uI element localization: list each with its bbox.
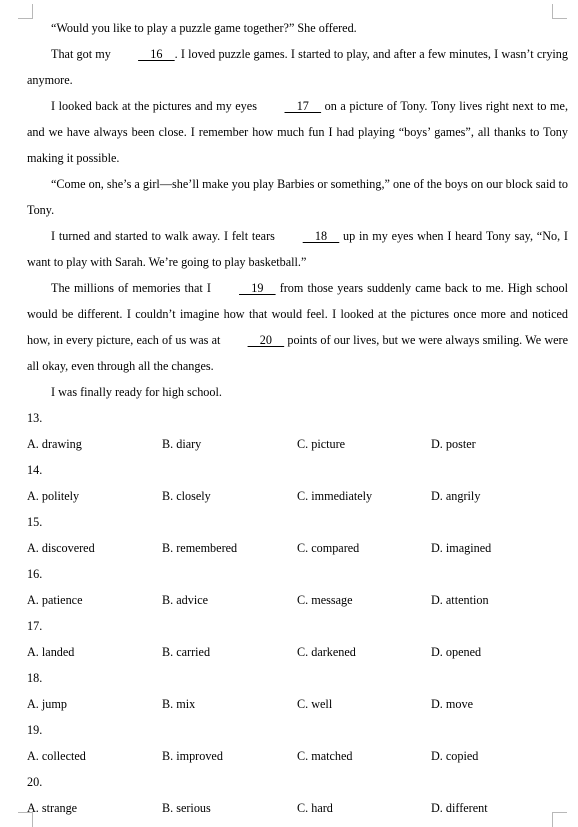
answer-option: D. different (431, 801, 488, 815)
answer-option: D. attention (431, 593, 489, 607)
question-number: 18. (27, 671, 43, 685)
answer-option: C. picture (297, 437, 346, 451)
answer-option: B. mix (162, 697, 196, 711)
option-row (27, 431, 568, 457)
question-number: 16. (27, 567, 43, 581)
answer-option: D. copied (431, 749, 479, 763)
question-item (27, 561, 568, 613)
passage-paragraph: I looked back at the pictures and my eyes 17 on a picture of Tony. Tony lives right next to me, and we have always been close. I remember how much fun I had playing “boys’ games”, all thanks to Tony making it possible. (27, 93, 568, 171)
question-item (27, 717, 568, 769)
answer-blank: 19 (239, 281, 276, 295)
option-row (27, 743, 568, 769)
option-row (27, 639, 568, 665)
answer-option: C. immediately (297, 489, 373, 503)
answer-option: C. message (297, 593, 353, 607)
option-row (27, 535, 568, 561)
passage-paragraph: The millions of memories that I 19 from those years suddenly came back to me. High school would be different. I couldn’t imagine how that would feel. I looked at the pictures once more and noticed how, in every picture, each of us was at 20 points of our lives, but we were always smiling. We were all okay, even through all the changes. (27, 275, 568, 379)
answer-option: A. landed (27, 645, 75, 659)
answer-option: D. move (431, 697, 473, 711)
option-row (27, 691, 568, 717)
answer-option: B. improved (162, 749, 223, 763)
answer-option: C. well (297, 697, 333, 711)
answer-option: A. jump (27, 697, 67, 711)
answer-option: D. angrily (431, 489, 481, 503)
passage-paragraph: That got my 16 . I loved puzzle games. I started to play, and after a few minutes, I wasn’t crying anymore. (27, 41, 568, 93)
passage-paragraph: “Would you like to play a puzzle game together?” She offered. (51, 21, 357, 35)
passage-paragraph: I turned and started to walk away. I felt tears 18 up in my eyes when I heard Tony say, “No, I want to play with Sarah. We’re going to play basketball.” (27, 223, 568, 275)
answer-option: D. poster (431, 437, 476, 451)
question-item (27, 405, 568, 457)
question-list (27, 405, 568, 821)
question-number: 14. (27, 463, 43, 477)
question-item (27, 665, 568, 717)
answer-option: B. diary (162, 437, 202, 451)
passage-paragraph: I was finally ready for high school. (51, 385, 222, 399)
question-number: 20. (27, 775, 43, 789)
document-page (27, 15, 568, 821)
answer-option: B. serious (162, 801, 211, 815)
question-number: 19. (27, 723, 43, 737)
answer-option: D. imagined (431, 541, 492, 555)
option-row (27, 483, 568, 509)
question-number: 13. (27, 411, 43, 425)
answer-option: A. drawing (27, 437, 82, 451)
answer-option: B. remembered (162, 541, 238, 555)
answer-option: A. politely (27, 489, 80, 503)
option-row (27, 795, 568, 821)
question-item (27, 509, 568, 561)
answer-blank: 20 (247, 333, 285, 347)
answer-option: B. advice (162, 593, 209, 607)
answer-option: C. matched (297, 749, 353, 763)
answer-option: A. discovered (27, 541, 95, 555)
question-item (27, 613, 568, 665)
answer-option: B. carried (162, 645, 211, 659)
answer-option: A. collected (27, 749, 86, 763)
question-item (27, 457, 568, 509)
answer-blank: 18 (302, 229, 340, 243)
question-item (27, 769, 568, 821)
question-number: 15. (27, 515, 43, 529)
answer-option: A. patience (27, 593, 83, 607)
answer-option: C. compared (297, 541, 360, 555)
answer-blank: 17 (284, 99, 322, 113)
answer-option: C. darkened (297, 645, 356, 659)
answer-option: A. strange (27, 801, 78, 815)
passage-paragraph: “Come on, she’s a girl—she’ll make you play Barbies or something,” one of the boys on our block said to Tony. (27, 177, 568, 217)
option-row (27, 587, 568, 613)
passage (27, 15, 568, 405)
answer-blank: 16 (138, 47, 175, 61)
answer-option: B. closely (162, 489, 211, 503)
question-number: 17. (27, 619, 43, 633)
answer-option: C. hard (297, 801, 333, 815)
answer-option: D. opened (431, 645, 482, 659)
